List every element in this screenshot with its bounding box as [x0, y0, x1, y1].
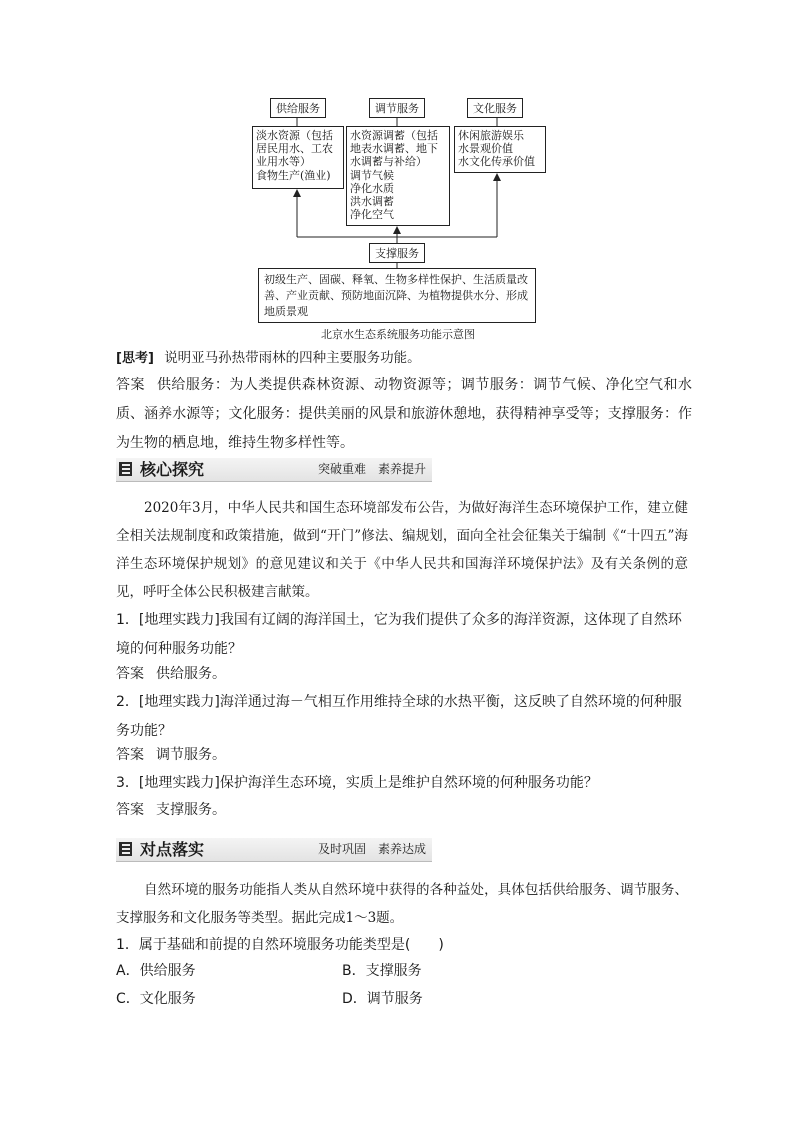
answer-text: 调节服务。 — [156, 747, 226, 763]
option-d[interactable]: D．调节服务 — [342, 991, 423, 1007]
regulation-body: 水资源调蓄（包括地表水调蓄、地下水调蓄与补给） 调节气候 净化水质 洪水调蓄 净化空气 — [346, 126, 450, 226]
supply-header: 供给服务 — [270, 98, 326, 118]
option-b[interactable]: B．支撑服务 — [342, 963, 422, 979]
core-answer-3 — [116, 796, 226, 825]
section-title-practice: 对点落实 — [140, 840, 205, 859]
answer-label: 答案 — [116, 802, 144, 818]
answer-text: 支撑服务。 — [156, 802, 226, 818]
regulation-header: 调节服务 — [369, 98, 425, 118]
core-question-1: 1．[地理实践力]我国有辽阔的海洋国土，它为我们提供了众多的海洋资源，这体现了自然环境的何种服务功能？ — [116, 612, 682, 657]
support-header: 支撑服务 — [369, 243, 425, 263]
section-subtitle-practice: 及时巩固 素养达成 — [317, 842, 426, 856]
think-label: [思考] — [116, 351, 154, 366]
option-a[interactable]: A．供给服务 — [116, 963, 196, 979]
diagram-caption: 北京水生态系统服务功能示意图 — [321, 328, 475, 341]
think-answer-text: 供给服务：为人类提供森林资源、动物资源等；调节服务：调节气候、净化空气和水质、涵养水源等；文化服务：提供美丽的风景和旅游休憩地，获得精神享受等；支撑服务：作为生物的栖息地，维持生物多样性等。 — [116, 377, 693, 451]
think-text: 说明亚马孙热带雨林的四种主要服务功能。 — [164, 350, 421, 366]
core-intro: 2020年3月，中华人民共和国生态环境部发布公告，为做好海洋生态环境保护工作，建立健全相关法规制度和政策措施，做到“开门”修法、编规划，面向全社会征集关于编制《“十四五”海洋生态环境保护规划》的意见建议和关于《中华人民共和国海洋环境保护法》及有关条例的意见，呼吁全体公民积极建言献策。 — [116, 500, 688, 600]
practice-question-1: 1．属于基础和前提的自然环境服务功能类型是( ) — [116, 937, 444, 953]
book-icon — [119, 462, 132, 476]
culture-header: 文化服务 — [467, 98, 523, 118]
book-icon — [119, 842, 132, 856]
section-title-core: 核心探究 — [140, 460, 205, 479]
support-body: 初级生产、固碳、释氧、生物多样性保护、生活质量改善、产业贡献、预防地面沉降、为植物提供水分、形成地质景观 — [258, 268, 536, 323]
think-question — [116, 344, 696, 373]
core-question-2: 2．[地理实践力]海洋通过海－气相互作用维持全球的水热平衡，这反映了自然环境的何种服务功能？ — [116, 694, 682, 739]
supply-body: 淡水资源（包括居民用水、工农业用水等） 食物生产(渔业) — [252, 126, 344, 189]
core-question-3: 3．[地理实践力]保护海洋生态环境，实质上是维护自然环境的何种服务功能？ — [116, 775, 598, 791]
answer-label: 答案 — [116, 666, 144, 682]
section-bar-practice — [116, 838, 432, 862]
answer-text: 供给服务。 — [156, 666, 226, 682]
think-answer — [116, 371, 692, 458]
think-answer-label: 答案 — [116, 377, 145, 393]
culture-body: 休闲旅游娱乐 水景观价值 水文化传承价值 — [454, 126, 546, 173]
section-subtitle-core: 突破重难 素养提升 — [317, 462, 426, 476]
core-answer-2 — [116, 741, 226, 770]
option-c[interactable]: C．文化服务 — [116, 991, 196, 1007]
core-answer-1 — [116, 660, 226, 689]
section-bar-core — [116, 458, 432, 482]
answer-label: 答案 — [116, 747, 144, 763]
practice-intro: 自然环境的服务功能指人类从自然环境中获得的各种益处，具体包括供给服务、调节服务、支撑服务和文化服务等类型。据此完成1～3题。 — [116, 882, 688, 926]
